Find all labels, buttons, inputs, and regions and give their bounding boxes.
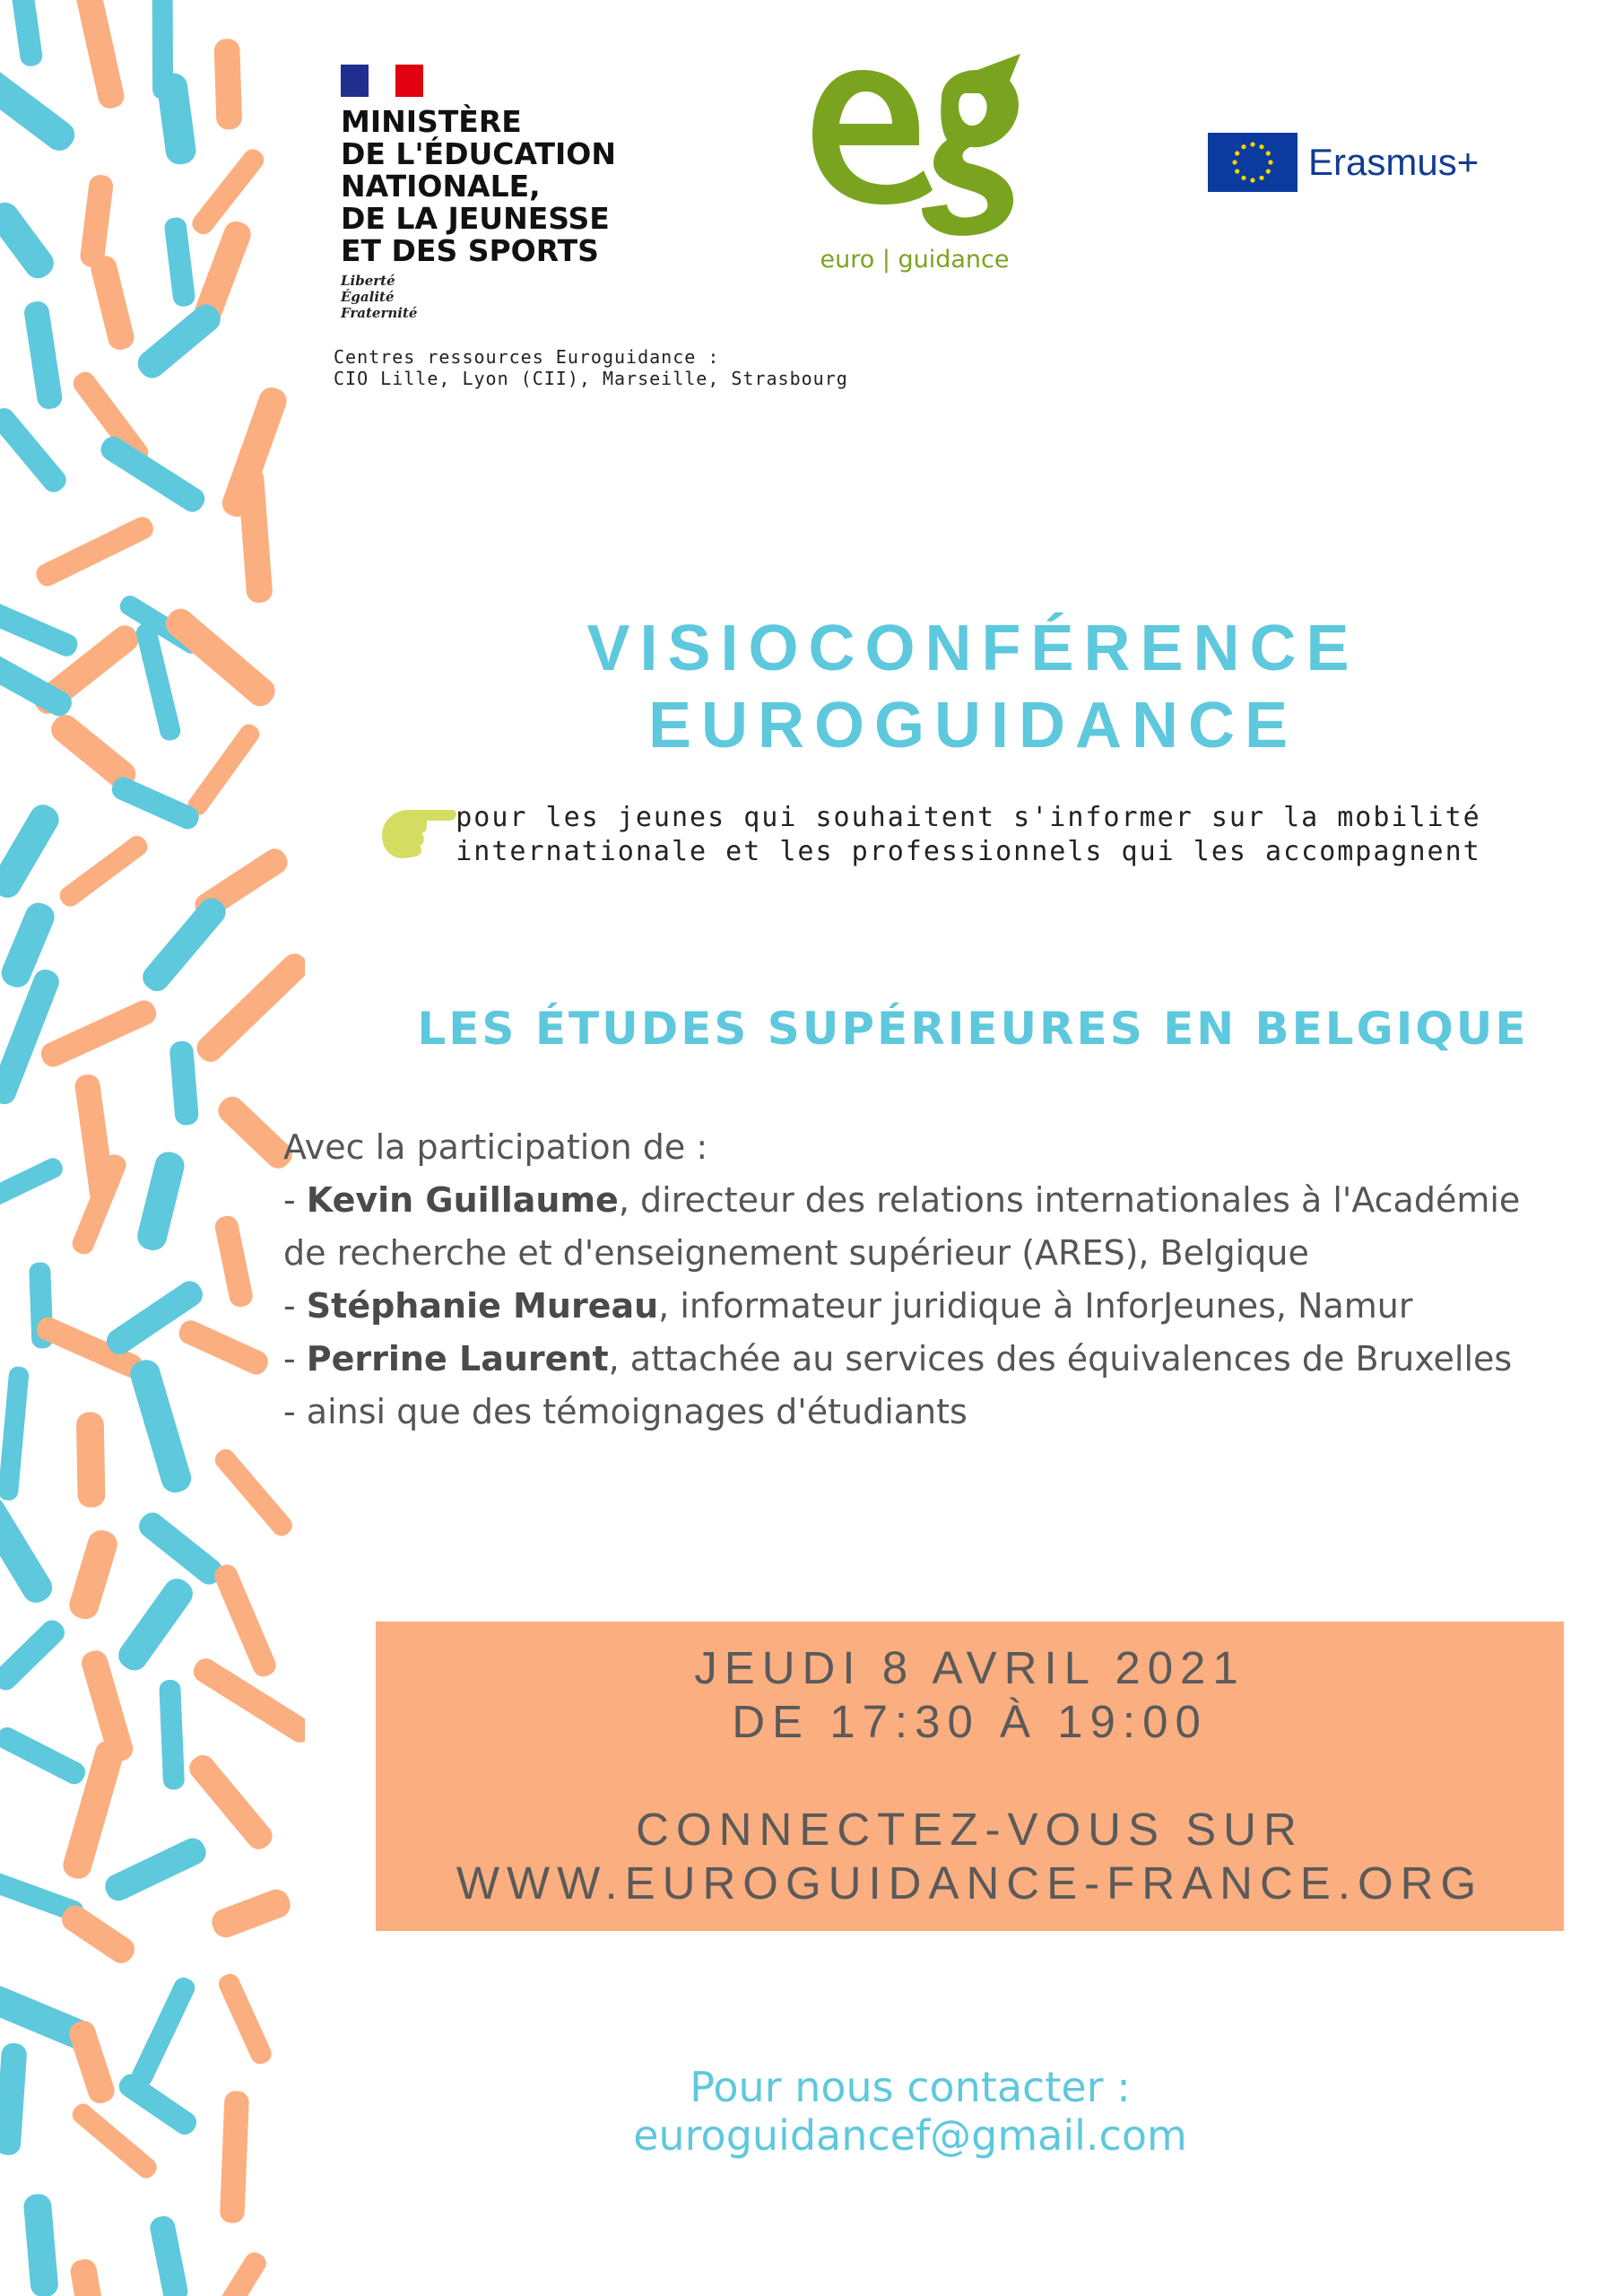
brush-stroke [72, 0, 126, 110]
event-info-box [376, 1622, 1564, 1931]
event-url-link[interactable]: WWW.EUROGUIDANCE-FRANCE.ORG [456, 1857, 1484, 1909]
brush-stroke [216, 1970, 275, 2066]
participant-name: Perrine Laurent [306, 1339, 609, 1378]
brush-stroke [97, 432, 209, 516]
brush-stroke [0, 966, 63, 1108]
brush-stroke [135, 1508, 228, 1589]
brush-stroke [148, 2214, 190, 2296]
target-audience: pour les jeunes qui souhaitent s'informer sur la mobilité internationale et les professionnels qui les accompagnent [456, 802, 1481, 867]
brush-stroke [213, 39, 242, 130]
brush-stroke [188, 145, 268, 239]
brush-stroke [68, 2100, 161, 2181]
participants-closing: - ainsi que des témoignages d'étudiants [283, 1392, 968, 1431]
brush-stroke [0, 1724, 89, 1787]
brush-stroke [213, 1214, 255, 1309]
brush-stroke [220, 2091, 249, 2223]
brush-stroke [211, 1446, 296, 1540]
decorative-brush-strokes [0, 0, 305, 2296]
brush-stroke [76, 1412, 106, 1508]
brush-stroke [212, 1561, 280, 1680]
brush-stroke [22, 2193, 59, 2296]
participant-item: - Kevin Guillaume, directeur des relations internationales à l'Académie [283, 1180, 1521, 1220]
brush-stroke [0, 2042, 28, 2155]
connect-label: CONNECTEZ-VOUS SUR [636, 1804, 1304, 1855]
brush-stroke [0, 585, 81, 660]
contact-label: Pour nous contacter : [690, 2063, 1131, 2111]
contact-email-link[interactable]: euroguidancef@gmail.com [633, 2111, 1187, 2160]
brush-stroke [133, 300, 226, 384]
participant-item: - Stéphanie Mureau, informateur juridique à InforJeunes, Namur [283, 1286, 1413, 1326]
brush-stroke [192, 949, 305, 1067]
brush-stroke [113, 1573, 198, 1675]
brush-stroke [115, 2070, 200, 2139]
contact-section [341, 2063, 1480, 2160]
participant-item-continued: de recherche et d'enseignement supérieur (ARES), Belgique [283, 1233, 1309, 1273]
euroguidance-caption: euro | guidance [820, 246, 1010, 274]
brush-stroke [22, 300, 64, 411]
ministry-name: MINISTÈRE DE L'ÉDUCATION NATIONALE, DE LA JEUNESSE ET DES SPORTS [341, 104, 616, 268]
brush-stroke [0, 48, 80, 156]
brush-stroke [208, 1885, 294, 1941]
brush-stroke [102, 1276, 207, 1359]
brush-stroke [185, 720, 264, 818]
erasmus-plus-logo [1208, 133, 1479, 192]
brush-stroke [89, 253, 137, 352]
brush-stroke [189, 1654, 305, 1746]
brush-stroke [101, 1834, 210, 1905]
brush-stroke [127, 1357, 195, 1496]
brush-stroke [163, 216, 195, 308]
brush-stroke [138, 893, 231, 996]
french-flag-icon [341, 65, 423, 97]
participants-intro: Avec la participation de : [283, 1127, 708, 1167]
participant-item: - Perrine Laurent, attachée au services des équivalences de Bruxelles [283, 1339, 1513, 1378]
brush-stroke [0, 1615, 69, 1694]
brush-stroke [38, 996, 160, 1070]
brush-stroke [57, 1900, 139, 1968]
participants-list [283, 1121, 1619, 1439]
event-date: JEUDI 8 AVRIL 2021 [694, 1642, 1245, 1693]
brush-stroke [0, 1366, 30, 1501]
brush-stroke [128, 1974, 198, 2090]
brush-stroke [0, 1492, 57, 1608]
brush-stroke [169, 1040, 199, 1126]
pointing-hand-icon [377, 801, 457, 864]
brush-stroke [9, 0, 43, 67]
brush-stroke [0, 1155, 65, 1217]
brush-stroke [155, 72, 197, 166]
eu-flag-icon [1208, 133, 1298, 192]
participant-name: Kevin Guillaume [306, 1180, 619, 1220]
brush-stroke [0, 800, 64, 903]
brush-stroke [0, 197, 59, 283]
brush-stroke [33, 513, 157, 589]
brush-stroke [159, 1680, 185, 1790]
brush-stroke [161, 604, 281, 711]
euroguidance-logo [807, 45, 1022, 278]
brush-stroke [186, 2248, 270, 2296]
brush-stroke [237, 466, 273, 604]
brush-stroke [176, 1317, 272, 1378]
session-subtitle: LES ÉTUDES SUPÉRIEURES EN BELGIQUE [417, 1003, 1529, 1055]
euroguidance-eg-icon [807, 45, 1022, 242]
brush-stroke [56, 832, 152, 910]
erasmus-plus-text: Erasmus+ [1308, 141, 1480, 183]
page-title: VISIOCONFÉRENCE EUROGUIDANCE [586, 613, 1359, 761]
participant-name: Stéphanie Mureau [306, 1286, 659, 1326]
brush-stroke [135, 1149, 187, 1253]
ministry-motto: Liberté Égalité Fraternité [341, 273, 418, 321]
brush-stroke [66, 1526, 121, 1622]
brush-stroke [0, 404, 71, 496]
brush-stroke [185, 1751, 277, 1855]
brush-stroke [79, 174, 114, 269]
event-time: DE 17:30 À 19:00 [732, 1696, 1208, 1747]
brush-stroke [66, 2018, 117, 2107]
resource-centres: Centres ressources Euroguidance : CIO Lille, Lyon (CII), Marseille, Strasbourg [334, 346, 848, 389]
brush-stroke [69, 2257, 111, 2296]
ministry-logo [341, 65, 628, 321]
